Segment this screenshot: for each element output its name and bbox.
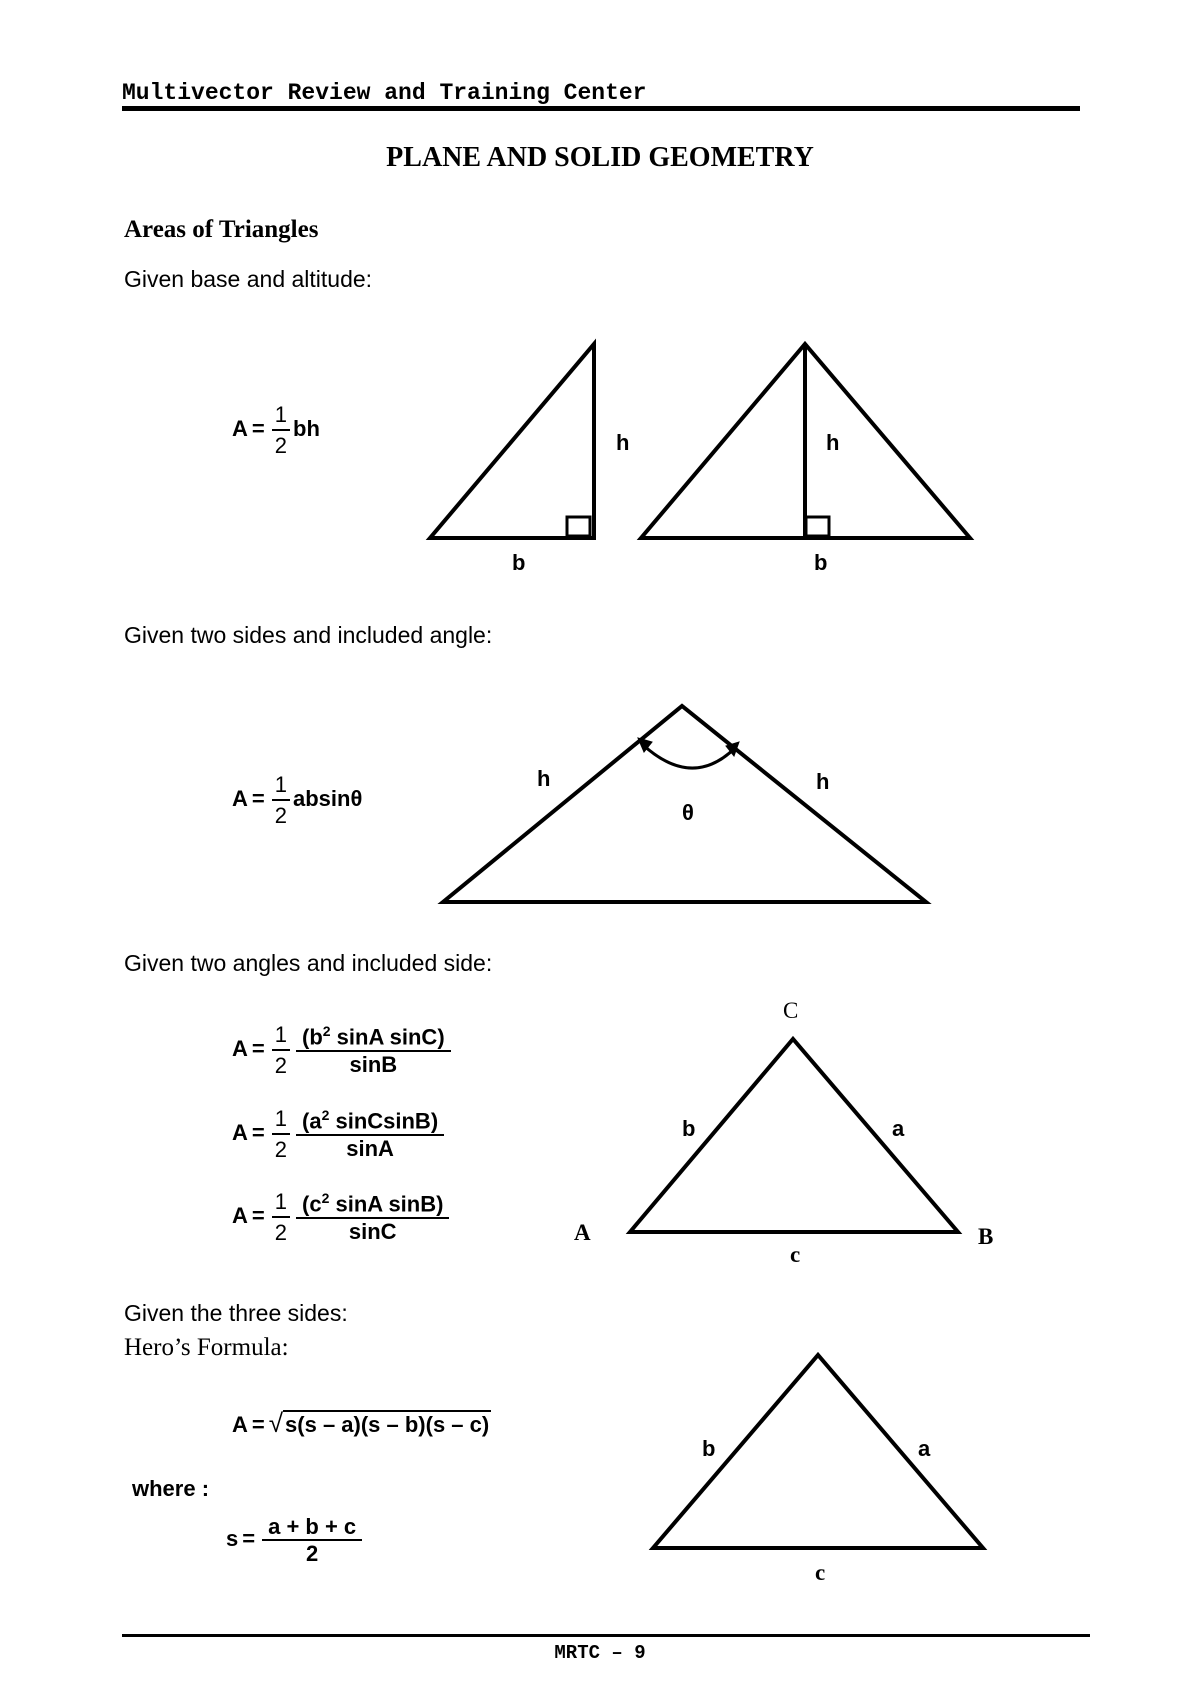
right-triangle-outline — [430, 344, 594, 538]
label-h-altitude-triangle: h — [826, 430, 840, 455]
altitude-triangle-figure — [641, 344, 970, 538]
where-label: where : — [132, 1476, 210, 1501]
label-h-right-triangle: h — [616, 430, 630, 455]
right-angle-marker — [567, 517, 590, 536]
formula-two-angles-2: A = $\frac{1}{2}$ $\frac{(a^2 sinCsinB)}{\sin A}$ — [232, 1106, 447, 1163]
vertex-label-b: B — [978, 1224, 994, 1249]
caption-two-angles: Given two angles and included side: — [124, 950, 493, 976]
side-label-b: b — [702, 1436, 716, 1461]
asa-triangle-outline — [630, 1039, 958, 1232]
side-label-b: b — [682, 1116, 696, 1141]
side-label-a: a — [918, 1436, 931, 1461]
side-label-c: c — [790, 1242, 801, 1267]
label-theta: θ — [682, 800, 694, 825]
section-heading: Areas of Triangles — [124, 216, 319, 243]
footer-rule — [122, 1634, 1090, 1637]
page-number: MRTC – 9 — [554, 1642, 646, 1664]
label-b-right-triangle: b — [512, 550, 526, 575]
caption-three-sides: Given the three sides: — [124, 1300, 348, 1326]
label-h-right-side: h — [816, 769, 830, 794]
formula-two-angles-3: A = $\frac{1}{2}$ $\frac{(c^2 \sin A \sin B)}{\sin C}$ — [232, 1189, 452, 1246]
vertex-label-c: C — [783, 998, 799, 1023]
side-label-a: a — [892, 1116, 905, 1141]
right-angle-marker — [806, 517, 829, 536]
herons-formula-label: Hero’s Formula: — [124, 1334, 289, 1361]
right-triangle-figure — [430, 344, 594, 538]
label-h-left-side: h — [537, 766, 551, 791]
vertex-label-a: A — [574, 1220, 591, 1245]
page-title: PLANE AND SOLID GEOMETRY — [386, 142, 814, 173]
formula-two-angles-1: A = $\frac{1}{2}$ $\frac{(b^2 \sin A \sin C)}{\sin B}$ — [232, 1022, 454, 1079]
caption-two-sides: Given two sides and included angle: — [124, 622, 493, 648]
caption-base-altitude: Given base and altitude: — [124, 266, 373, 292]
formula-herons: A = √s(s – a)(s – b)(s – c) — [232, 1408, 490, 1438]
side-label-c: c — [815, 1560, 826, 1585]
header-org-name: Multivector Review and Training Center — [122, 80, 647, 106]
angle-arc — [642, 744, 735, 768]
asa-triangle-figure — [630, 1039, 958, 1232]
formula-semiperimeter: s = $\frac{a + b + c}{2}$ — [226, 1514, 365, 1567]
label-b-altitude-triangle: b — [814, 550, 828, 575]
formula-two-sides: A = $\frac{1}{2}$ absinθ — [232, 772, 363, 829]
formula-base-altitude: A = $\frac{1}{2}$ bh — [232, 402, 320, 459]
